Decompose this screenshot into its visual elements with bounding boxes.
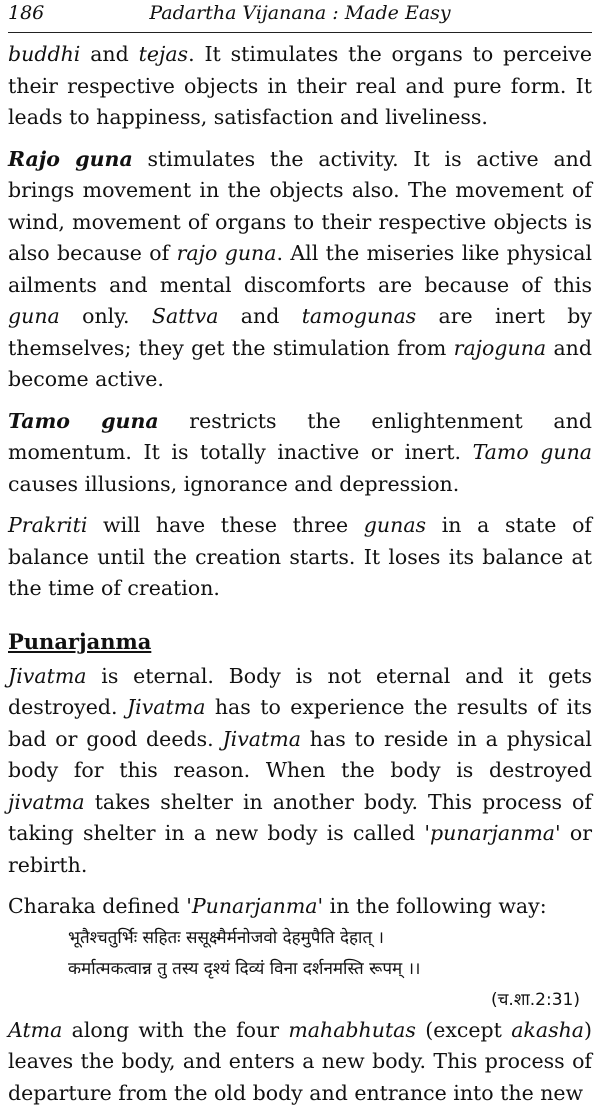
paragraph-sattva-continued: buddhi and tejas. It stimulates the organs to perceive their respective objects in their real and pure form. It leads to happiness, satisfaction and liveliness. [8, 39, 592, 134]
page-header [8, 0, 592, 32]
running-title: Padartha Vijanana : Made Easy [48, 2, 592, 24]
paragraph-atma: Atma along with the four mahabhutas (except akasha) leaves the body, and enters a new body. This process of departure from the old body and entrance into the new [8, 1015, 592, 1109]
paragraph-prakriti: Prakriti will have these three gunas in a state of balance until the creation starts. It loses its balance at the time of creation. [8, 510, 592, 605]
paragraph-jivatma: Jivatma is eternal. Body is not eternal and it gets destroyed. Jivatma has to experience the results of its bad or good deeds. Jivatma has to reside in a physical body for this reason. When the body is destroyed jivatma takes shelter in another body. This process of taking shelter in a new body is called 'punarjanma' or rebirth. [8, 661, 592, 882]
sanskrit-verse-line-2: कर्मात्मकत्वान्न तु तस्य दृश्यं दिव्यं विना दर्शनमस्ति रूपम् ।। [8, 954, 592, 985]
verse-reference: (च.शा.2:31) [8, 985, 592, 1015]
section-heading: Punarjanma [8, 627, 592, 657]
paragraph-tamo-guna: Tamo guna restricts the enlightenment and momentum. It is totally inactive or inert. Tamo guna causes illusions, ignorance and depression. [8, 406, 592, 501]
sanskrit-verse-line-1: भूतैश्चतुर्भिः सहितः ससूक्ष्मैर्मनोजवो देहमुपैति देहात् । [8, 923, 592, 954]
paragraph-charaka: Charaka defined 'Punarjanma' in the following way: [8, 891, 592, 923]
paragraph-rajo-guna: Rajo guna stimulates the activity. It is active and brings movement in the objects also. The movement of wind, movement of organs to their respective objects is also because of rajo guna. All the miseries like physical ailments and mental discomforts are because of this guna only. Sattva and tamogunas are inert by themselves; they get the stimulation from rajoguna and become active. [8, 144, 592, 396]
page-number: 186 [8, 2, 48, 24]
header-rule [8, 32, 592, 33]
